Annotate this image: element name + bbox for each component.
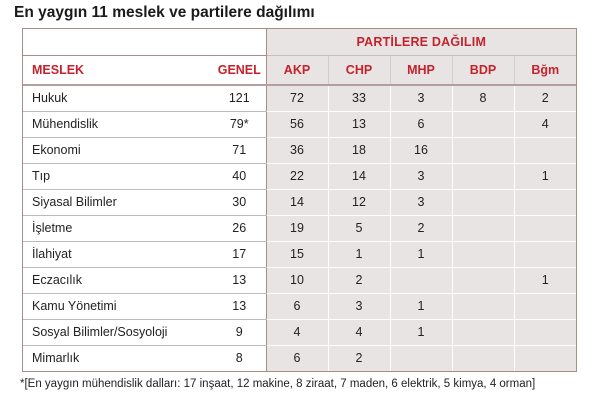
party-cell-bdp	[452, 319, 514, 345]
party-cell-chp: 3	[328, 293, 390, 319]
genel-cell: 17	[213, 241, 266, 267]
party-cell-bdp	[452, 189, 514, 215]
page-title: En yaygın 11 meslek ve partilere dağılımı	[14, 4, 315, 21]
party-cell-akp: 4	[266, 319, 328, 345]
party-cell-mhp	[390, 345, 452, 371]
party-cell-mhp: 6	[390, 111, 452, 137]
meslek-cell: Mühendislik	[23, 111, 213, 137]
party-cell-bğm	[514, 215, 576, 241]
party-cell-bdp	[452, 137, 514, 163]
party-cell-akp: 19	[266, 215, 328, 241]
party-cell-mhp: 3	[390, 163, 452, 189]
column-header-row	[23, 55, 576, 85]
meslek-cell: Tıp	[23, 163, 213, 189]
table-row	[23, 215, 576, 241]
genel-cell: 71	[213, 137, 266, 163]
meslek-cell: Ekonomi	[23, 137, 213, 163]
group-header-row	[23, 29, 576, 55]
party-cell-bğm	[514, 319, 576, 345]
footnote: *[En yaygın mühendislik dalları: 17 inşaat, 12 makine, 8 ziraat, 7 maden, 6 elektrik, 5 kimya, 4 orman]	[20, 378, 536, 390]
meslek-cell: Eczacılık	[23, 267, 213, 293]
table-row	[23, 111, 576, 137]
party-cell-chp: 12	[328, 189, 390, 215]
meslek-cell: Kamu Yönetimi	[23, 293, 213, 319]
party-cell-akp: 72	[266, 85, 328, 111]
column-header-genel: GENEL	[213, 55, 266, 85]
table-row	[23, 267, 576, 293]
table-row	[23, 137, 576, 163]
meslek-cell: Sosyal Bilimler/Sosyoloji	[23, 319, 213, 345]
meslek-cell: Hukuk	[23, 85, 213, 111]
party-cell-bğm: 1	[514, 163, 576, 189]
party-cell-chp: 1	[328, 241, 390, 267]
party-cell-chp: 14	[328, 163, 390, 189]
party-cell-bğm: 2	[514, 85, 576, 111]
column-header-akp: AKP	[266, 55, 328, 85]
party-cell-bğm: 4	[514, 111, 576, 137]
genel-cell: 13	[213, 267, 266, 293]
table-row	[23, 241, 576, 267]
genel-cell: 13	[213, 293, 266, 319]
table-row	[23, 345, 576, 371]
meslek-cell: İlahiyat	[23, 241, 213, 267]
genel-cell: 40	[213, 163, 266, 189]
party-cell-bdp	[452, 163, 514, 189]
blank-header-cell	[23, 29, 266, 55]
party-cell-chp: 2	[328, 267, 390, 293]
party-cell-mhp: 3	[390, 189, 452, 215]
party-cell-chp: 5	[328, 215, 390, 241]
party-cell-akp: 22	[266, 163, 328, 189]
party-cell-chp: 13	[328, 111, 390, 137]
column-header-chp: CHP	[328, 55, 390, 85]
party-cell-bdp	[452, 345, 514, 371]
column-header-meslek: MESLEK	[23, 55, 213, 85]
genel-cell: 121	[213, 85, 266, 111]
genel-cell: 26	[213, 215, 266, 241]
party-cell-bğm	[514, 293, 576, 319]
party-cell-bdp	[452, 267, 514, 293]
table-row	[23, 319, 576, 345]
genel-cell: 79*	[213, 111, 266, 137]
party-cell-bdp	[452, 293, 514, 319]
party-cell-chp: 2	[328, 345, 390, 371]
table-row	[23, 163, 576, 189]
party-cell-mhp: 16	[390, 137, 452, 163]
party-cell-akp: 15	[266, 241, 328, 267]
party-cell-mhp	[390, 267, 452, 293]
genel-cell: 9	[213, 319, 266, 345]
party-cell-mhp: 1	[390, 293, 452, 319]
party-cell-akp: 6	[266, 293, 328, 319]
meslek-cell: Mimarlık	[32, 351, 80, 366]
party-cell-mhp: 1	[390, 241, 452, 267]
party-cell-mhp: 2	[390, 215, 452, 241]
column-header-bğm: Bğm	[514, 55, 576, 85]
party-cell-bğm: 1	[514, 267, 576, 293]
party-cell-akp: 6	[266, 345, 328, 371]
column-header-mhp: MHP	[390, 55, 452, 85]
column-header-bdp: BDP	[452, 55, 514, 85]
table-row	[23, 189, 576, 215]
party-cell-akp: 36	[266, 137, 328, 163]
meslek-cell: İşletme	[23, 215, 213, 241]
meslek-cell: Siyasal Bilimler	[23, 189, 213, 215]
genel-cell: 30	[213, 189, 266, 215]
party-cell-bğm	[514, 137, 576, 163]
party-cell-bdp	[452, 215, 514, 241]
party-cell-bğm	[514, 345, 576, 371]
party-cell-chp: 33	[328, 85, 390, 111]
party-cell-akp: 14	[266, 189, 328, 215]
profession-party-table	[23, 29, 576, 372]
party-cell-bğm	[514, 241, 576, 267]
party-cell-mhp: 1	[390, 319, 452, 345]
table-body	[23, 85, 576, 371]
table-row	[23, 85, 576, 111]
party-cell-bdp	[452, 241, 514, 267]
party-cell-bdp: 8	[452, 85, 514, 111]
party-cell-mhp: 3	[390, 85, 452, 111]
party-cell-akp: 56	[266, 111, 328, 137]
party-cell-bdp	[452, 111, 514, 137]
table-row	[23, 293, 576, 319]
party-cell-chp: 4	[328, 319, 390, 345]
genel-cell: 8	[213, 345, 266, 371]
party-distribution-header: PARTİLERE DAĞILIM	[266, 29, 576, 55]
party-cell-chp: 18	[328, 137, 390, 163]
party-cell-akp: 10	[266, 267, 328, 293]
profession-table-frame	[22, 28, 577, 372]
party-cell-bğm	[514, 189, 576, 215]
